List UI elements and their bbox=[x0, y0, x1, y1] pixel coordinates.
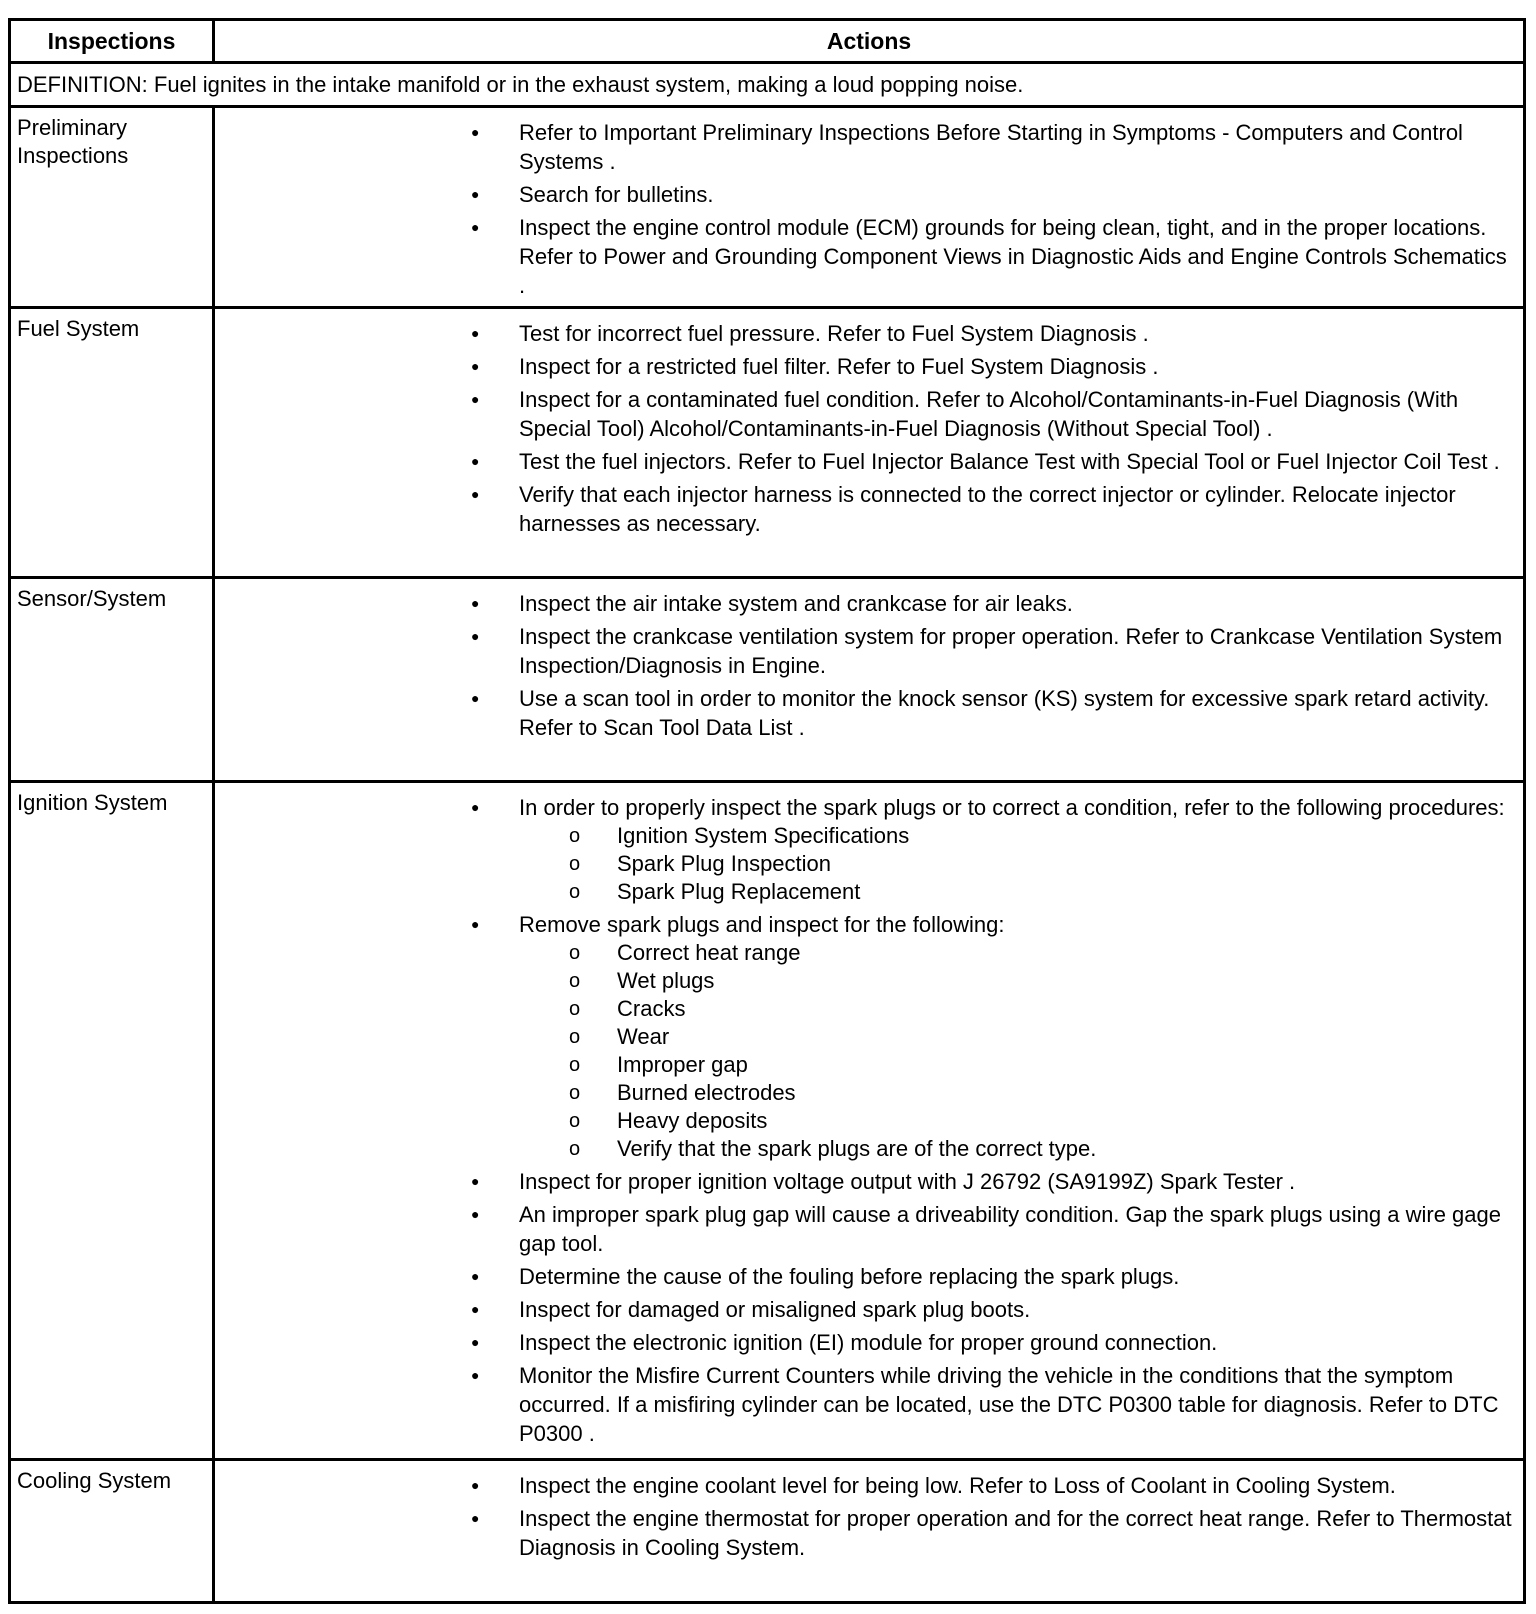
inspection-label: Cooling System bbox=[10, 1459, 214, 1602]
action-item bbox=[215, 910, 1517, 1163]
actions-cell bbox=[214, 1459, 1525, 1602]
table-row bbox=[10, 1459, 1525, 1602]
action-item bbox=[215, 118, 1517, 176]
action-text: ● Inspect the engine coolant level for being low. Refer to Loss of Coolant in Cooling System. bbox=[519, 1472, 1396, 1498]
definition-text: DEFINITION: Fuel ignites in the intake manifold or in the exhaust system, making a loud popping noise. bbox=[10, 63, 1525, 106]
sub-item: o Correct heat range bbox=[519, 939, 1517, 967]
sub-item: o Spark Plug Inspection bbox=[519, 850, 1517, 878]
sub-item: o Verify that the spark plugs are of the correct type. bbox=[519, 1135, 1517, 1163]
actions-cell bbox=[214, 781, 1525, 1459]
table-row bbox=[10, 307, 1525, 577]
actions-cell bbox=[214, 577, 1525, 781]
action-item bbox=[215, 1200, 1517, 1258]
header-row bbox=[10, 20, 1525, 63]
action-text: ● Search for bulletins. bbox=[519, 181, 714, 207]
action-text: ● Inspect the engine thermostat for proper operation and for the correct heat range. Refer to Thermostat Diagnosis in Cooling System. bbox=[519, 1505, 1512, 1560]
action-item bbox=[215, 1504, 1517, 1562]
action-item bbox=[215, 589, 1517, 618]
action-list bbox=[215, 793, 1517, 1448]
sub-item: o Heavy deposits bbox=[519, 1107, 1517, 1135]
action-text: ● Test the fuel injectors. Refer to Fuel Injector Balance Test with Special Tool or Fuel Injector Coil Test . bbox=[519, 448, 1500, 474]
table-row bbox=[10, 106, 1525, 307]
action-list bbox=[215, 118, 1517, 300]
table-row bbox=[10, 577, 1525, 781]
sub-item: o Wet plugs bbox=[519, 967, 1517, 995]
action-text: ● Determine the cause of the fouling before replacing the spark plugs. bbox=[519, 1263, 1180, 1289]
sub-item: o Burned electrodes bbox=[519, 1079, 1517, 1107]
header-inspections: Inspections bbox=[10, 20, 214, 63]
action-item bbox=[215, 213, 1517, 300]
action-text: ● An improper spark plug gap will cause a driveability condition. Gap the spark plugs using a wire gage gap tool. bbox=[519, 1201, 1501, 1256]
inspection-label: Preliminary Inspections bbox=[10, 106, 214, 307]
action-text: ● Inspect for a restricted fuel filter. Refer to Fuel System Diagnosis . bbox=[519, 353, 1159, 379]
sub-item: o Wear bbox=[519, 1023, 1517, 1051]
table-row bbox=[10, 781, 1525, 1459]
inspection-label: Sensor/System bbox=[10, 577, 214, 781]
action-text: ● Inspect for proper ignition voltage output with J 26792 (SA9199Z) Spark Tester . bbox=[519, 1168, 1296, 1194]
action-item bbox=[215, 1262, 1517, 1291]
inspection-label: Fuel System bbox=[10, 307, 214, 577]
action-item bbox=[215, 447, 1517, 476]
action-text: ● Refer to Important Preliminary Inspections Before Starting in Symptoms - Computers and Control Systems . bbox=[519, 119, 1463, 174]
action-list bbox=[215, 319, 1517, 538]
action-item bbox=[215, 319, 1517, 348]
sub-list bbox=[519, 939, 1517, 1163]
sub-item: o Ignition System Specifications bbox=[519, 822, 1517, 850]
action-text: ● Inspect the engine control module (ECM) grounds for being clean, tight, and in the proper locations. Refer to Power and Grounding Component Views in Diagnostic Aids and Engine Controls Schematics . bbox=[519, 214, 1507, 298]
action-text: ● Verify that each injector harness is connected to the correct injector or cylinder. Relocate injector harnesses as necessary. bbox=[519, 481, 1456, 536]
action-list bbox=[215, 1471, 1517, 1562]
inspection-label: Ignition System bbox=[10, 781, 214, 1459]
action-item bbox=[215, 1167, 1517, 1196]
action-text: ● Use a scan tool in order to monitor the knock sensor (KS) system for excessive spark retard activity. Refer to Scan Tool Data List . bbox=[519, 685, 1490, 740]
action-text: ● Monitor the Misfire Current Counters while driving the vehicle in the conditions that the symptom occurred. If a misfiring cylinder can be located, use the DTC P0300 table for diagnosis. Refer to DTC P0300 . bbox=[519, 1362, 1499, 1446]
action-text: ● Inspect for a contaminated fuel condition. Refer to Alcohol/Contaminants-in-Fuel Diagnosis (With Special Tool) Alcohol/Contaminants-in-Fuel Diagnosis (Without Special Tool) . bbox=[519, 386, 1459, 441]
sub-item: o Cracks bbox=[519, 995, 1517, 1023]
action-text: ● Inspect the crankcase ventilation system for proper operation. Refer to Crankcase Ventilation System Inspection/Diagnosis in Engine. bbox=[519, 623, 1503, 678]
sub-list bbox=[519, 822, 1517, 906]
action-item bbox=[215, 622, 1517, 680]
action-list bbox=[215, 589, 1517, 742]
actions-cell bbox=[214, 106, 1525, 307]
header-actions: Actions bbox=[214, 20, 1525, 63]
definition-row bbox=[10, 63, 1525, 106]
action-item bbox=[215, 1295, 1517, 1324]
action-item bbox=[215, 1471, 1517, 1500]
action-text: ● Test for incorrect fuel pressure. Refer to Fuel System Diagnosis . bbox=[519, 320, 1149, 346]
actions-cell bbox=[214, 307, 1525, 577]
action-item bbox=[215, 793, 1517, 906]
action-item bbox=[215, 385, 1517, 443]
action-item bbox=[215, 352, 1517, 381]
action-item bbox=[215, 480, 1517, 538]
action-text: ● In order to properly inspect the spark plugs or to correct a condition, refer to the following procedures: bbox=[519, 794, 1505, 820]
action-text: ● Remove spark plugs and inspect for the following: bbox=[519, 911, 1005, 937]
action-item bbox=[215, 180, 1517, 209]
action-item bbox=[215, 684, 1517, 742]
diagnostic-table bbox=[8, 18, 1526, 1604]
sub-item: o Improper gap bbox=[519, 1051, 1517, 1079]
action-text: ● Inspect the electronic ignition (EI) module for proper ground connection. bbox=[519, 1329, 1218, 1355]
action-item bbox=[215, 1328, 1517, 1357]
sub-item: o Spark Plug Replacement bbox=[519, 878, 1517, 906]
action-text: ● Inspect for damaged or misaligned spark plug boots. bbox=[519, 1296, 1031, 1322]
action-item bbox=[215, 1361, 1517, 1448]
action-text: ● Inspect the air intake system and crankcase for air leaks. bbox=[519, 590, 1073, 616]
